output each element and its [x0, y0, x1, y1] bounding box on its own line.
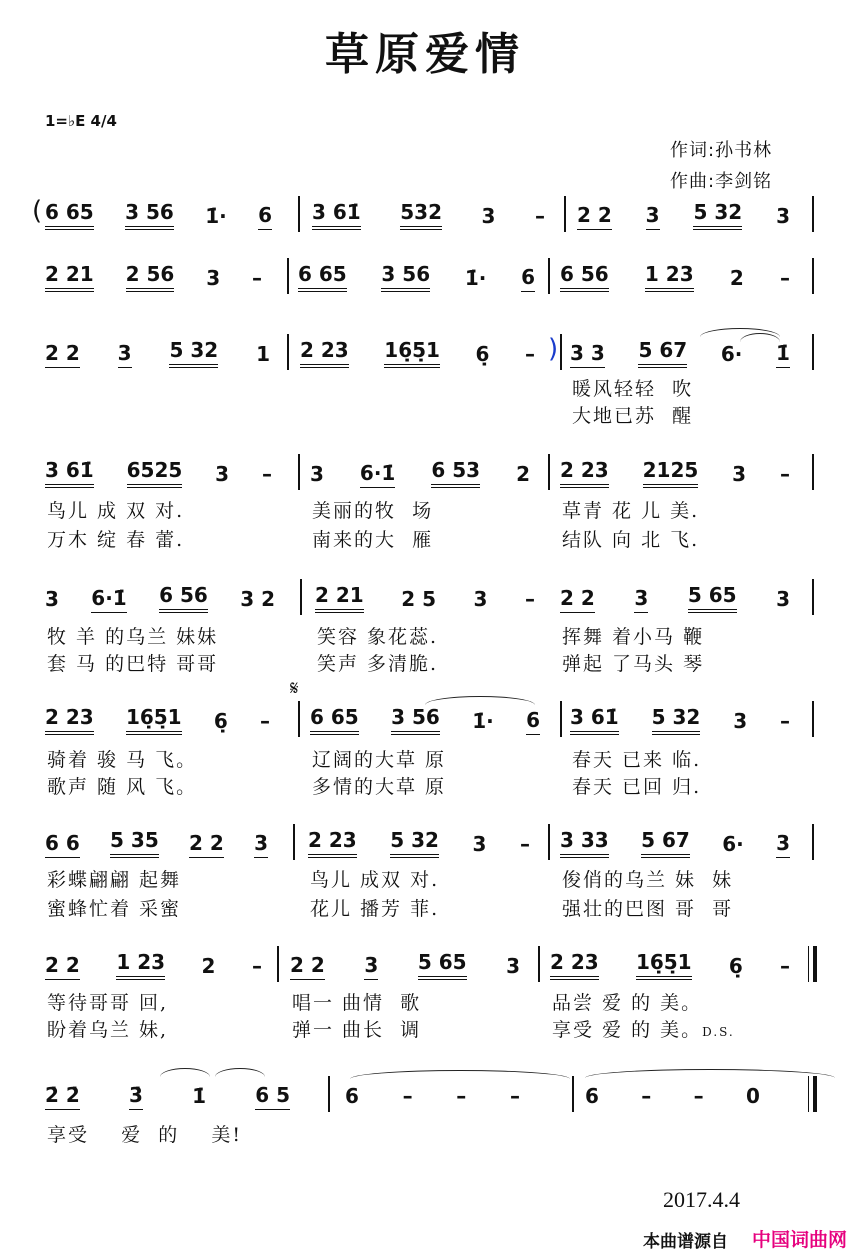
note-group: 3: [118, 342, 132, 368]
measure: [45, 338, 270, 368]
source-label: 本曲谱源自: [643, 1232, 728, 1251]
note-group: 3 3: [570, 342, 605, 368]
source-site[interactable]: 中国词曲网: [752, 1229, 848, 1251]
barline: [298, 454, 300, 490]
note-group: 3: [472, 832, 487, 856]
note-group: 2 23: [45, 706, 94, 735]
measure: [315, 583, 535, 613]
barline: [293, 824, 295, 860]
note-group: 2 5: [401, 587, 437, 611]
measure: [345, 1080, 520, 1110]
measure: [570, 338, 790, 368]
note-group: 6 5: [255, 1084, 290, 1110]
note-group: 6 65: [45, 201, 94, 230]
measure: [45, 950, 262, 980]
note-group: 5 67: [641, 829, 690, 858]
lyric-verse-1: 等待哥哥 回,: [47, 992, 169, 1014]
note-group: 3 61̇: [570, 706, 619, 735]
note-group: 2: [729, 266, 744, 290]
note-group: –: [525, 342, 535, 366]
barline: [287, 258, 289, 294]
lyric-verse-2: 弹一 曲长 调: [292, 1019, 422, 1041]
note-group: 3 61̇: [45, 459, 94, 488]
measure: [45, 583, 275, 613]
note-group: 6·1̇: [360, 462, 395, 488]
lyric-verse-1: 享受 爱 的 美!: [47, 1124, 243, 1146]
lyric-verse-1: 草青 花 儿 美.: [562, 500, 700, 522]
note-group: 3: [634, 587, 648, 613]
note-group: 6·1̇: [91, 587, 126, 613]
barline: [560, 701, 562, 737]
barline: [277, 946, 279, 982]
note-group: 3: [776, 832, 790, 858]
note-group: 2 2: [189, 832, 224, 858]
barline: [812, 454, 814, 490]
slur-tie: [160, 1068, 210, 1077]
note-group: 3: [506, 954, 520, 978]
lyric-verse-2: 强壮的巴图 哥 哥: [562, 898, 734, 920]
note-group: 3 33: [560, 829, 609, 858]
song-title: 草原爱情: [325, 29, 525, 80]
lyric-verse-1: 挥舞 着小马 鞭: [562, 626, 705, 648]
lyric-verse-2: 笑声 多清脆.: [317, 653, 439, 675]
lyric-verse-1: 唱一 曲情 歌: [292, 992, 422, 1014]
barline: [812, 258, 814, 294]
lyric-verse-1: 鸟儿 成双 对.: [310, 869, 440, 891]
note-group: 3: [206, 266, 221, 290]
slur-tie: [585, 1069, 835, 1078]
barline: [812, 196, 814, 232]
note-group: 3: [481, 204, 496, 228]
note-group: –: [251, 266, 262, 290]
measure: [550, 950, 790, 980]
note-group: 5 35: [110, 829, 159, 858]
lyric-verse-2: 万木 绽 春 蕾.: [47, 529, 185, 551]
note-group: 3: [254, 832, 268, 858]
lyric-verse-2: 套 马 的巴特 哥哥: [47, 653, 219, 675]
note-group: 3: [310, 462, 324, 486]
measure: [298, 262, 535, 292]
note-group: 6 65: [298, 263, 347, 292]
key-time-signature: 1=♭E 4/4: [45, 112, 117, 130]
repeat-end-barline: [808, 946, 817, 982]
composer: 作曲:李剑铭: [670, 171, 773, 192]
note-group: 2 2: [290, 954, 325, 980]
note-group: 2 23: [550, 951, 599, 980]
note-group: 2 2: [560, 587, 595, 613]
barline: [812, 579, 814, 615]
measure: [560, 262, 790, 292]
note-group: 2 21: [315, 584, 364, 613]
measure: [290, 950, 520, 980]
measure: [570, 705, 790, 735]
lyric-verse-2: 多情的大草 原: [312, 776, 447, 798]
note-group: 5 65: [688, 584, 737, 613]
barline: [287, 334, 289, 370]
lyric-verse-2: 盼着乌兰 妹,: [47, 1019, 169, 1041]
note-group: –: [779, 266, 790, 290]
note-group: –: [524, 587, 535, 611]
note-group: 2125: [643, 459, 699, 488]
slur-tie: [350, 1070, 570, 1079]
note-group: 2 23: [308, 829, 357, 858]
measure: [560, 458, 790, 488]
measure: [300, 338, 535, 368]
note-group: 6 65: [310, 706, 359, 735]
note-group: 6̣: [213, 709, 228, 733]
lyric-verse-1: 春天 已来 临.: [572, 749, 702, 771]
measure: [585, 1080, 760, 1110]
note-group: 2: [201, 954, 216, 978]
close-parenthesis: ): [548, 334, 559, 364]
barline: [812, 334, 814, 370]
note-group: –: [259, 709, 270, 733]
barline: [548, 454, 550, 490]
measure: [312, 200, 545, 230]
lyric-verse-2: 弹起 了马头 琴: [562, 653, 705, 675]
note-group: 16̣5̣1: [384, 339, 440, 368]
note-group: 3 56: [125, 201, 174, 230]
measure: [308, 828, 530, 858]
note-group: 6525: [127, 459, 183, 488]
measure: [310, 458, 530, 488]
note-group: 5 32: [652, 706, 701, 735]
note-group: 5 67: [638, 339, 687, 368]
note-group: 6: [258, 204, 272, 230]
note-group: 3 56: [381, 263, 430, 292]
note-group: 6 53: [431, 459, 480, 488]
barline: [328, 1076, 330, 1112]
note-group: 1: [256, 342, 270, 366]
barline: [812, 701, 814, 737]
measure: [45, 705, 270, 735]
barline: [812, 824, 814, 860]
measure: [560, 583, 790, 613]
note-group: –: [779, 462, 790, 486]
note-group: 3 56: [391, 706, 440, 735]
note-group: 6 56: [560, 263, 609, 292]
barline: [548, 824, 550, 860]
measure: [45, 828, 268, 858]
note-group: 2 2: [577, 204, 612, 230]
lyric-verse-1: 彩蝶翩翩 起舞: [47, 869, 182, 891]
note-group: 5 32: [390, 829, 439, 858]
lyric-verse-2: 春天 已回 归.: [572, 776, 702, 798]
measure: [45, 458, 272, 488]
note-group: 6: [526, 709, 540, 735]
note-group: 6 56: [159, 584, 208, 613]
note-group: 3: [45, 587, 59, 611]
note-group: 2̇ 2̇: [45, 1084, 80, 1110]
note-group: 16̣5̣1: [126, 706, 182, 735]
note-group: 3: [473, 587, 488, 611]
lyric-verse-1: 骑着 骏 马 飞。: [47, 749, 198, 771]
dal-segno-mark: D.S.: [702, 1025, 735, 1039]
note-group: 3: [646, 204, 660, 230]
measure: [45, 1080, 290, 1110]
segno-sign: 𝄋: [290, 676, 299, 700]
note-group: 1̇·: [205, 204, 227, 228]
note-group: –: [779, 709, 790, 733]
note-group: –: [641, 1084, 652, 1108]
measure: [560, 828, 790, 858]
note-group: 3̇: [129, 1084, 143, 1110]
note-group: 6·: [722, 832, 744, 856]
note-group: 1̇·: [472, 709, 494, 733]
note-group: 2 21: [45, 263, 94, 292]
note-group: 6: [345, 1084, 359, 1108]
note-group: 3: [776, 204, 790, 228]
note-group: 0: [746, 1084, 760, 1108]
note-group: 3: [776, 587, 790, 611]
note-group: 6: [585, 1084, 599, 1108]
note-group: 5 32: [693, 201, 742, 230]
note-group: 1 23: [645, 263, 694, 292]
note-group: 532: [400, 201, 442, 230]
note-group: 3: [215, 462, 230, 486]
lyric-verse-2: 大地已苏 醒: [572, 405, 694, 427]
note-group: 6: [521, 266, 535, 292]
final-barline: [808, 1076, 817, 1112]
lyricist: 作词:孙书林: [670, 140, 773, 161]
lyric-verse-2: 南来的大 雁: [312, 529, 434, 551]
note-group: 5 65: [418, 951, 467, 980]
note-group: 3 61̇: [312, 201, 361, 230]
note-group: 6·: [720, 342, 743, 366]
note-group: 3: [732, 462, 747, 486]
lyric-verse-1: 辽阔的大草 原: [312, 749, 447, 771]
slur-tie: [215, 1068, 265, 1077]
measure: [45, 200, 272, 230]
note-group: 1̇: [776, 342, 790, 368]
measure: [45, 262, 262, 292]
note-group: 3: [364, 954, 378, 980]
barline: [300, 579, 302, 615]
note-group: 3: [733, 709, 748, 733]
note-group: 2 2: [45, 342, 80, 368]
lyric-verse-1: 品尝 爱 的 美。: [552, 992, 703, 1014]
barline: [560, 334, 562, 370]
note-group: –: [779, 954, 790, 978]
slur-tie: [425, 696, 535, 705]
note-group: –: [456, 1084, 467, 1108]
date: 2017.4.4: [663, 1187, 740, 1212]
lyric-verse-2: 花儿 播芳 菲.: [310, 898, 440, 920]
barline: [298, 701, 300, 737]
measure: [577, 200, 790, 230]
lyric-verse-1: 俊俏的乌兰 妹 妹: [562, 869, 734, 891]
barline: [548, 258, 550, 294]
note-group: 1̇·: [464, 266, 487, 290]
lyric-verse-1: 牧 羊 的乌兰 妹妹: [47, 626, 219, 648]
note-group: 1 23: [116, 951, 165, 980]
lyric-verse-2: 歌声 随 风 飞。: [47, 776, 198, 798]
note-group: –: [509, 1084, 520, 1108]
note-group: –: [251, 954, 262, 978]
note-group: –: [402, 1084, 413, 1108]
note-group: 6 6: [45, 832, 80, 858]
lyric-verse-2: 结队 向 北 飞.: [562, 529, 700, 551]
note-group: –: [534, 204, 545, 228]
barline: [298, 196, 300, 232]
note-group: 2: [516, 462, 530, 486]
lyric-verse-2: 享受 爱 的 美。D.S.: [552, 1019, 735, 1041]
barline: [564, 196, 566, 232]
note-group: –: [693, 1084, 704, 1108]
barline: [538, 946, 540, 982]
open-parenthesis: (: [32, 196, 43, 226]
measure: [310, 705, 540, 735]
lyric-verse-1: 美丽的牧 场: [312, 500, 434, 522]
lyric-verse-1: 鸟儿 成 双 对.: [47, 500, 185, 522]
barline: [572, 1076, 574, 1112]
note-group: 2 2: [45, 954, 80, 980]
lyric-verse-1: 笑容 象花蕊.: [317, 626, 439, 648]
note-group: 2 23: [300, 339, 349, 368]
note-group: 3 2: [240, 587, 275, 611]
note-group: 6̣: [475, 342, 490, 366]
note-group: 16̣5̣1: [636, 951, 692, 980]
note-group: –: [261, 462, 272, 486]
note-group: –: [520, 832, 530, 856]
note-group: 2 56: [126, 263, 175, 292]
note-group: 2 23: [560, 459, 609, 488]
note-group: 1̇: [192, 1084, 207, 1108]
lyric-verse-2: 蜜蜂忙着 采蜜: [47, 898, 182, 920]
note-group: 6̣: [728, 954, 743, 978]
lyric-verse-1: 暖风轻轻 吹: [572, 378, 694, 400]
note-group: 5 32: [169, 339, 218, 368]
